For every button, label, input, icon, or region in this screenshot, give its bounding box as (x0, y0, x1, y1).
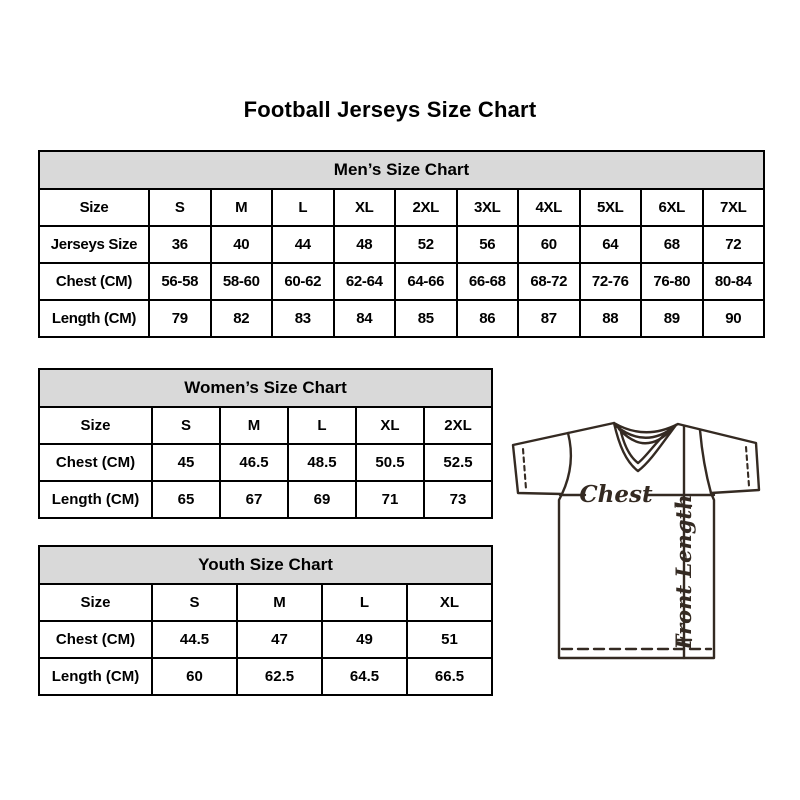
table-row (39, 226, 764, 263)
cell-value: 60 (518, 226, 580, 263)
cell-value: 48 (334, 226, 396, 263)
cell-value: M (220, 407, 288, 444)
cell-value: 66-68 (457, 263, 519, 300)
cell-value: 50.5 (356, 444, 424, 481)
cell-value: S (152, 407, 220, 444)
cell-value: 62.5 (237, 658, 322, 695)
table-row (39, 621, 492, 658)
cell-value: 68-72 (518, 263, 580, 300)
cell-value: 72 (703, 226, 765, 263)
cell-value: 71 (356, 481, 424, 518)
cell-value: 52 (395, 226, 457, 263)
cell-value: 87 (518, 300, 580, 337)
cell-value: 73 (424, 481, 492, 518)
cell-value: L (322, 584, 407, 621)
youth-table-title: Youth Size Chart (39, 546, 492, 584)
cell-value: 85 (395, 300, 457, 337)
cell-value: 90 (703, 300, 765, 337)
cell-value: 60-62 (272, 263, 334, 300)
row-label: Chest (CM) (39, 444, 152, 481)
cell-value: 44.5 (152, 621, 237, 658)
row-label: Size (39, 189, 149, 226)
cell-value: 79 (149, 300, 211, 337)
cell-value: L (288, 407, 356, 444)
cell-value: S (149, 189, 211, 226)
cell-value: 36 (149, 226, 211, 263)
cell-value: 64 (580, 226, 642, 263)
cell-value: 62-64 (334, 263, 396, 300)
cell-value: 72-76 (580, 263, 642, 300)
cell-value: 66.5 (407, 658, 492, 695)
cell-value: 68 (641, 226, 703, 263)
row-label: Size (39, 584, 152, 621)
table-row (39, 444, 492, 481)
cell-value: 80-84 (703, 263, 765, 300)
cell-value: 48.5 (288, 444, 356, 481)
table-row (39, 658, 492, 695)
cell-value: L (272, 189, 334, 226)
table-row (39, 263, 764, 300)
row-label: Jerseys Size (39, 226, 149, 263)
row-label: Length (CM) (39, 481, 152, 518)
cell-value: 45 (152, 444, 220, 481)
cell-value: 60 (152, 658, 237, 695)
cell-value: 69 (288, 481, 356, 518)
cell-value: 84 (334, 300, 396, 337)
row-label: Size (39, 407, 152, 444)
cell-value: 58-60 (211, 263, 273, 300)
table-row (39, 189, 764, 226)
cell-value: 67 (220, 481, 288, 518)
cell-value: M (237, 584, 322, 621)
mens-size-chart-table (38, 150, 765, 338)
cell-value: 47 (237, 621, 322, 658)
cell-value: 46.5 (220, 444, 288, 481)
cell-value: 6XL (641, 189, 703, 226)
womens-table-title: Women’s Size Chart (39, 369, 492, 407)
cell-value: 40 (211, 226, 273, 263)
cell-value: S (152, 584, 237, 621)
cell-value: 49 (322, 621, 407, 658)
table-row (39, 300, 764, 337)
table-row (39, 584, 492, 621)
mens-table-title: Men’s Size Chart (39, 151, 764, 189)
cell-value: 76-80 (641, 263, 703, 300)
front-length-label: Front Length (671, 494, 696, 650)
cell-value: 86 (457, 300, 519, 337)
jersey-outline (513, 423, 759, 658)
cell-value: M (211, 189, 273, 226)
cell-value: 56 (457, 226, 519, 263)
cell-value: 64.5 (322, 658, 407, 695)
cell-value: 3XL (457, 189, 519, 226)
row-label: Length (CM) (39, 658, 152, 695)
cell-value: 88 (580, 300, 642, 337)
cell-value: 82 (211, 300, 273, 337)
jersey-measurement-diagram (495, 402, 795, 687)
cell-value: 52.5 (424, 444, 492, 481)
table-row (39, 481, 492, 518)
cell-value: 4XL (518, 189, 580, 226)
table-row (39, 407, 492, 444)
row-label: Length (CM) (39, 300, 149, 337)
cell-value: 2XL (424, 407, 492, 444)
cell-value: 7XL (703, 189, 765, 226)
cell-value: 65 (152, 481, 220, 518)
youth-size-chart-table (38, 545, 493, 696)
cell-value: 5XL (580, 189, 642, 226)
cell-value: 64-66 (395, 263, 457, 300)
cell-value: 83 (272, 300, 334, 337)
row-label: Chest (CM) (39, 621, 152, 658)
row-label: Chest (CM) (39, 263, 149, 300)
chest-label: Chest (579, 481, 653, 508)
cell-value: 56-58 (149, 263, 211, 300)
cell-value: 2XL (395, 189, 457, 226)
cell-value: XL (407, 584, 492, 621)
cell-value: XL (334, 189, 396, 226)
page-title: Football Jerseys Size Chart (243, 97, 537, 122)
cell-value: 44 (272, 226, 334, 263)
womens-size-chart-table (38, 368, 493, 519)
cell-value: 89 (641, 300, 703, 337)
cell-value: 51 (407, 621, 492, 658)
cell-value: XL (356, 407, 424, 444)
